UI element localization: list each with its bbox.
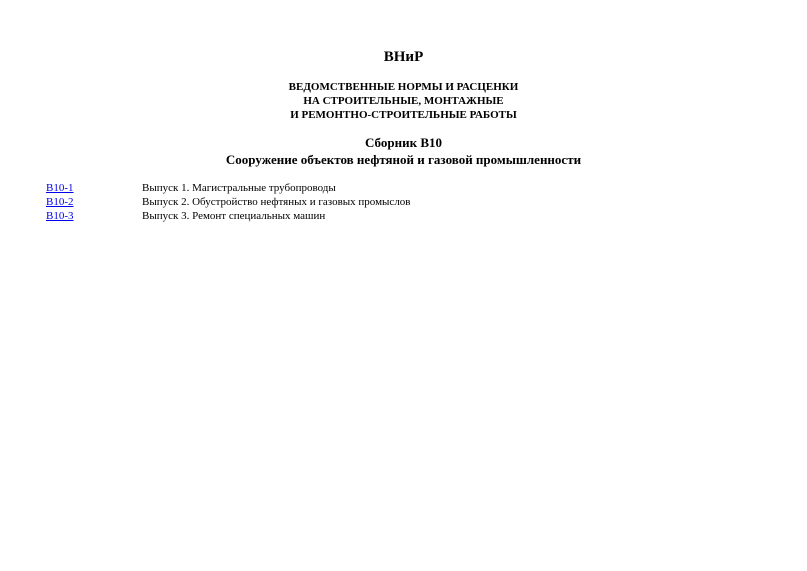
toc-row (46, 209, 411, 223)
collection-heading (0, 134, 807, 168)
toc-link-b10-2[interactable]: В10-2 (46, 196, 74, 208)
collection-title: Сборник В10 (365, 135, 442, 150)
toc-item-title: Выпуск 2. Обустройство нефтяных и газовых промыслов (142, 196, 411, 208)
subtitle-line: ВЕДОМСТВЕННЫЕ НОРМЫ И РАСЦЕНКИ (288, 81, 519, 93)
toc-item-title: Выпуск 1. Магистральные трубопроводы (142, 182, 336, 194)
toc-row (46, 195, 411, 209)
document-title: ВНиР (383, 49, 424, 65)
toc-row (46, 181, 411, 195)
toc-link-b10-1[interactable]: В10-1 (46, 182, 74, 194)
document-subtitle (0, 80, 807, 122)
toc-link-b10-3[interactable]: В10-3 (46, 210, 74, 222)
subtitle-line: И РЕМОНТНО-СТРОИТЕЛЬНЫЕ РАБОТЫ (290, 109, 517, 121)
subtitle-line: НА СТРОИТЕЛЬНЫЕ, МОНТАЖНЫЕ (303, 95, 504, 107)
table-of-contents (46, 181, 411, 223)
collection-name: Сооружение объектов нефтяной и газовой промышленности (225, 152, 582, 167)
toc-item-title: Выпуск 3. Ремонт специальных машин (142, 210, 326, 222)
